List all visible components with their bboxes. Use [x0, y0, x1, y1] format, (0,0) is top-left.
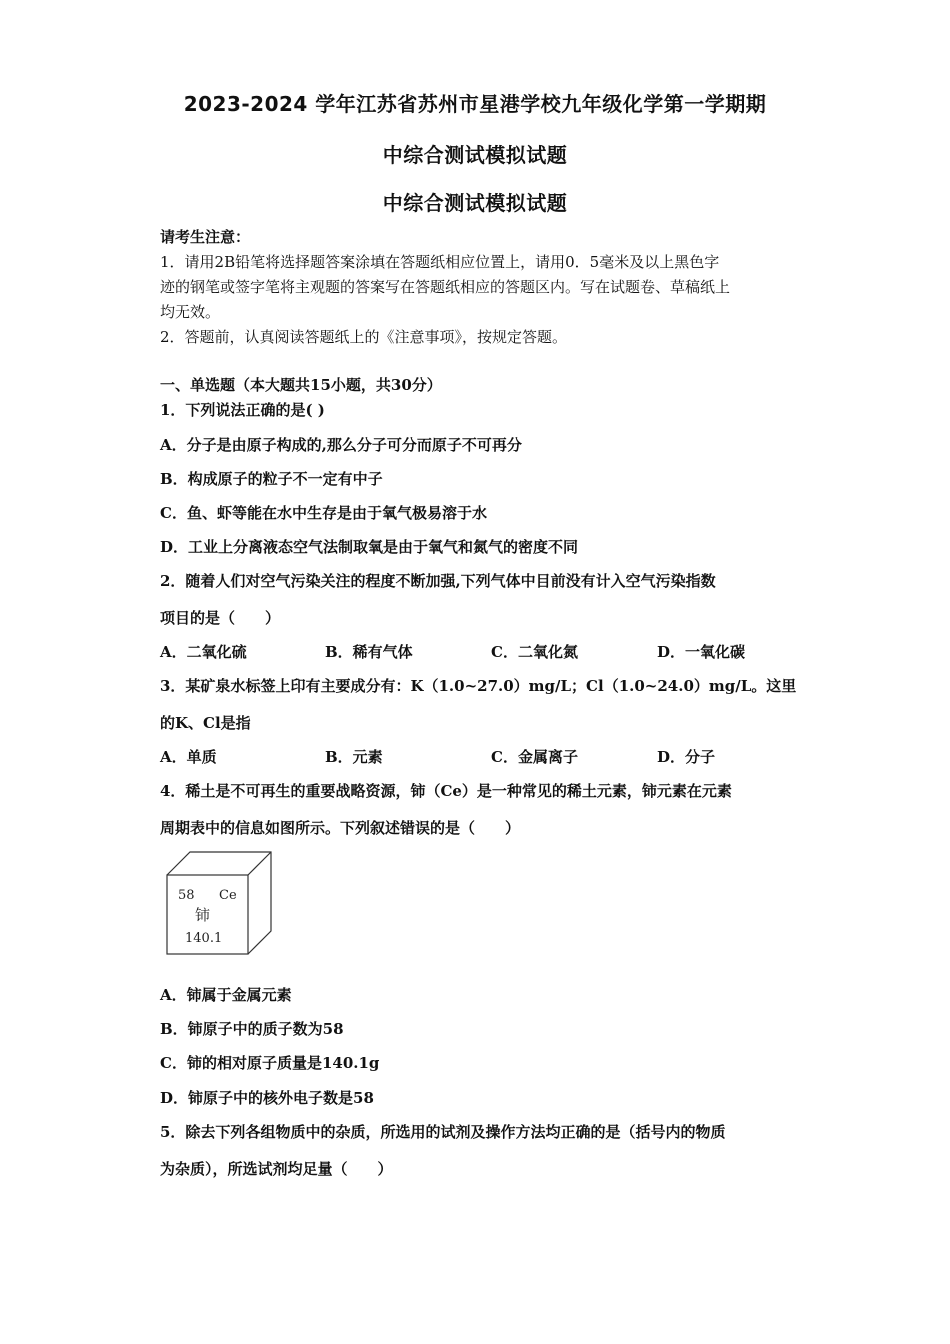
q1-option-a: A．分子是由原子构成的,那么分子可分而原子不可再分 — [160, 436, 522, 454]
notice-item1-line1: 1．请用2B铅笔将选择题答案涂填在答题纸相应位置上，请用0．5毫米及以上黑色字 — [160, 253, 720, 271]
notice-heading: 请考生注意： — [160, 228, 251, 246]
q4-stem-line2: 周期表中的信息如图所示。下列叙述错误的是（ ） — [160, 819, 521, 837]
q2-option-a: A．二氧化硫 — [160, 643, 247, 661]
element-atomic-mass: 140.1 — [185, 931, 223, 946]
q4-option-a: A．铈属于金属元素 — [160, 986, 292, 1004]
q3-option-b: B．元素 — [325, 748, 383, 766]
q3-stem-line2: 的K、Cl是指 — [160, 714, 251, 732]
notice-item2: 2．答题前，认真阅读答题纸上的《注意事项》，按规定答题。 — [160, 328, 568, 346]
q1-option-b: B．构成原子的粒子不一定有中子 — [160, 470, 383, 488]
q2-stem-line2: 项目的是（ ） — [160, 609, 281, 627]
q3-option-c: C．金属离子 — [491, 748, 578, 766]
q2-option-c: C．二氧化氮 — [491, 643, 578, 661]
element-card-drawing — [166, 851, 272, 955]
exam-title-line3: 中综合测试模拟试题 — [382, 191, 568, 215]
notice-item1-line2: 迹的钢笔或签字笔将主观题的答案写在答题纸相应的答题区内。写在试题卷、草稿纸上 — [160, 278, 731, 296]
q5-stem-line2: 为杂质），所选试剂均足量（ ） — [160, 1160, 393, 1178]
q2-stem-line1: 2．随着人们对空气污染关注的程度不断加强,下列气体中目前没有计入空气污染指数 — [160, 572, 716, 590]
element-name: 铈 — [195, 906, 211, 924]
q4-option-b: B．铈原子中的质子数为58 — [160, 1020, 344, 1038]
q2-option-b: B．稀有气体 — [325, 643, 413, 661]
q4-stem-line1: 4．稀土是不可再生的重要战略资源，铈（Ce）是一种常见的稀土元素，铈元素在元素 — [160, 782, 732, 800]
notice-item1-line3: 均无效。 — [160, 303, 221, 321]
q1-stem: 1．下列说法正确的是( ) — [160, 401, 325, 419]
element-atomic-number: 58 — [178, 888, 195, 903]
exam-title-line2: 中综合测试模拟试题 — [382, 143, 568, 167]
q4-option-c: C．铈的相对原子质量是140.1g — [160, 1054, 380, 1072]
element-symbol: Ce — [219, 888, 237, 903]
q1-option-d: D．工业上分离液态空气法制取氧是由于氧气和氮气的密度不同 — [160, 538, 579, 556]
q2-option-d: D．一氧化碳 — [657, 643, 746, 661]
q1-option-c: C．鱼、虾等能在水中生存是由于氧气极易溶于水 — [160, 504, 487, 522]
section-heading: 一、单选题（本大题共15小题，共30分） — [160, 376, 442, 394]
q5-stem-line1: 5．除去下列各组物质中的杂质，所选用的试剂及操作方法均正确的是（括号内的物质 — [160, 1123, 726, 1141]
q4-option-d: D．铈原子中的核外电子数是58 — [160, 1089, 374, 1107]
q3-option-a: A．单质 — [160, 748, 217, 766]
exam-title-line1: 2023-2024 学年江苏省苏州市星港学校九年级化学第一学期期 — [183, 92, 767, 116]
q3-stem-line1: 3．某矿泉水标签上印有主要成分有：K（1.0~27.0）mg/L；Cl（1.0~24.0）mg/L。这里 — [160, 677, 797, 695]
periodic-table-cell-figure — [166, 851, 272, 955]
q3-option-d: D．分子 — [657, 748, 716, 766]
